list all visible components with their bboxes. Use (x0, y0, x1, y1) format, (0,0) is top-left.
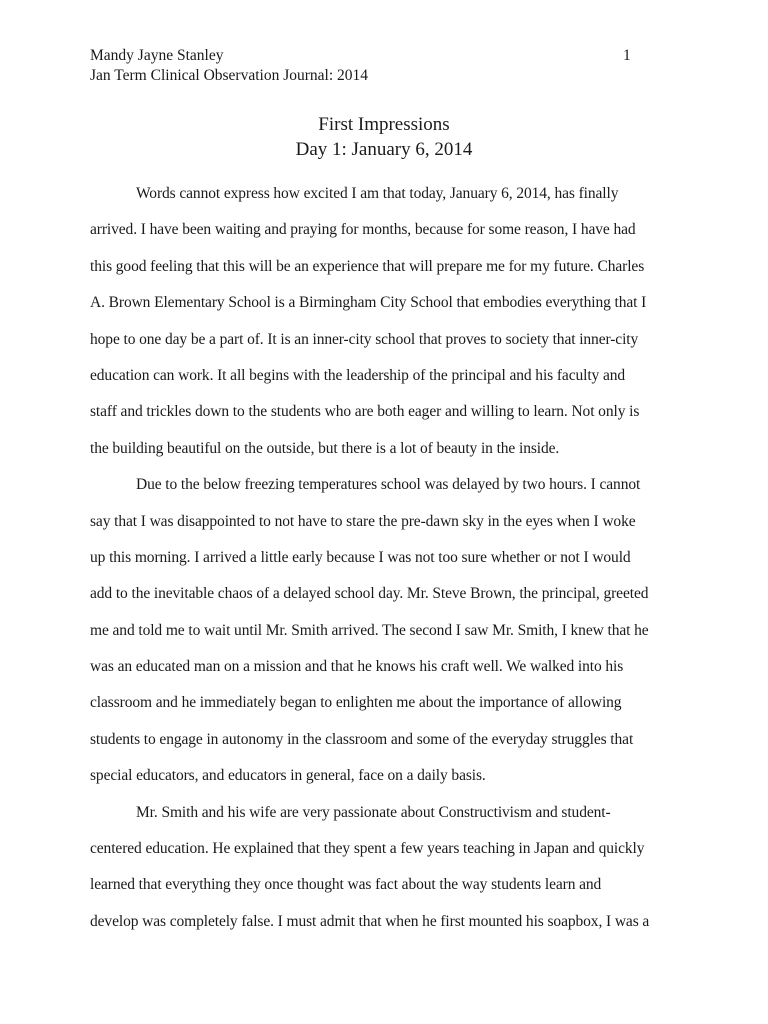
paragraph-line: students to engage in autonomy in the classroom and some of the everyday struggles that (90, 730, 634, 748)
title-main: First Impressions (318, 114, 450, 135)
paragraph-line: staff and trickles down to the students who are both eager and willing to learn. Not only is (90, 403, 640, 421)
document-title (0, 112, 768, 162)
paragraph-line: Words cannot express how excited I am that today, January 6, 2014, has finally (136, 185, 619, 202)
paragraph-line: was an educated man on a mission and that he knows his craft well. We walked into his (90, 658, 624, 676)
paragraph-line: up this morning. I arrived a little early because I was not too sure whether or not I would (90, 548, 631, 566)
paragraph-line: arrived. I have been waiting and praying for months, because for some reason, I have had (90, 221, 636, 239)
paragraph-line: centered education. He explained that they spent a few years teaching in Japan and quickly (90, 840, 645, 858)
paragraph-line: the building beautiful on the outside, but there is a lot of beauty in the inside. (90, 439, 560, 457)
paragraph-line: develop was completely false. I must admit that when he first mounted his soapbox, I was a (90, 912, 650, 930)
author-name: Mandy Jayne Stanley (90, 47, 224, 64)
paragraph-line: me and told me to wait until Mr. Smith arrived. The second I saw Mr. Smith, I knew that he (90, 621, 649, 639)
body-text (90, 182, 680, 946)
paragraph-line: education can work. It all begins with the leadership of the principal and his faculty and (90, 366, 626, 384)
page-number: 1 (623, 47, 631, 64)
journal-title: Jan Term Clinical Observation Journal: 2014 (90, 67, 369, 84)
paragraph-line: A. Brown Elementary School is a Birmingham City School that embodies everything that I (90, 294, 647, 312)
title-subtitle: Day 1: January 6, 2014 (295, 139, 473, 160)
paragraph-line: hope to one day be a part of. It is an inner-city school that proves to society that inner-city (90, 330, 639, 348)
paragraph-line: learned that everything they once thought was fact about the way students learn and (90, 876, 602, 894)
paragraph-line: Due to the below freezing temperatures school was delayed by two hours. I cannot (136, 476, 641, 494)
paragraph-line: add to the inevitable chaos of a delayed school day. Mr. Steve Brown, the principal, greeted (90, 585, 649, 603)
paragraph-line: say that I was disappointed to not have to stare the pre-dawn sky in the eyes when I woke (90, 512, 636, 530)
paragraph-line: classroom and he immediately began to enlighten me about the importance of allowing (90, 694, 622, 712)
paragraph-line: special educators, and educators in general, face on a daily basis. (90, 767, 486, 785)
paragraph-line: Mr. Smith and his wife are very passionate about Constructivism and student- (136, 803, 611, 821)
running-header (90, 46, 670, 86)
paragraph-line: this good feeling that this will be an experience that will prepare me for my future. Charles (90, 257, 645, 275)
